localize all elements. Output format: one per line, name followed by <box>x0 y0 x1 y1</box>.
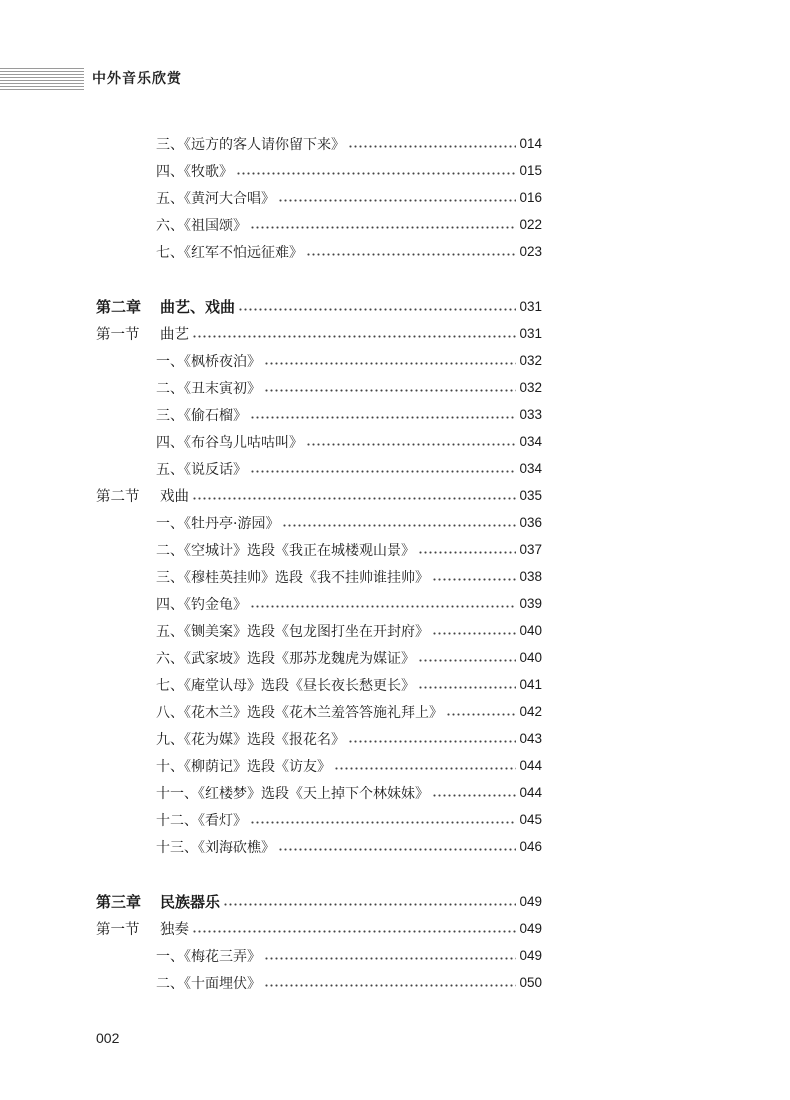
toc-section <box>96 320 542 347</box>
chapter-number: 第三章 <box>96 893 142 911</box>
dot-leader <box>264 362 516 365</box>
toc-item <box>96 725 542 752</box>
section-number: 第一节 <box>96 327 140 343</box>
toc-page-number: 049 <box>519 921 542 936</box>
dot-leader <box>348 145 516 148</box>
toc-page-number: 042 <box>519 704 542 719</box>
section-number: 第二节 <box>96 489 140 505</box>
chapter-number: 第二章 <box>96 298 142 316</box>
toc-page-number: 031 <box>519 299 542 314</box>
toc-item <box>96 942 542 969</box>
toc-item <box>96 563 542 590</box>
toc-page-number: 032 <box>519 380 542 395</box>
toc-page-number: 035 <box>519 488 542 503</box>
toc-page-number: 046 <box>519 839 542 854</box>
dot-leader <box>264 389 516 392</box>
dot-leader <box>432 578 516 581</box>
toc-entry-label: 四、《钓金龟》 <box>156 596 247 613</box>
toc-page-number: 034 <box>519 434 542 449</box>
toc-page-number: 023 <box>519 244 542 259</box>
dot-leader <box>250 226 516 229</box>
toc-entry-label: 一、《梅花三弄》 <box>156 948 261 965</box>
toc-entry-label: 十一、《红楼梦》选段《天上掉下个林妹妹》 <box>156 785 429 802</box>
dot-leader <box>282 524 516 527</box>
toc-entry-label: 十二、《看灯》 <box>156 812 247 829</box>
toc-page-number: 045 <box>519 812 542 827</box>
dot-leader <box>446 713 516 716</box>
toc-entry-label <box>96 918 189 939</box>
toc-item <box>96 806 542 833</box>
dot-leader <box>348 740 516 743</box>
toc-item <box>96 969 542 996</box>
toc-entry-label: 五、《铡美案》选段《包龙图打坐在开封府》 <box>156 623 429 640</box>
dot-leader <box>334 767 516 770</box>
section-title: 曲艺 <box>160 327 189 343</box>
dot-leader <box>306 443 516 446</box>
page-number: 002 <box>96 1030 120 1046</box>
toc-item <box>96 238 542 265</box>
chapter-title: 民族器乐 <box>160 893 221 911</box>
toc-page-number: 033 <box>519 407 542 422</box>
dot-leader <box>250 416 516 419</box>
section-number: 第一节 <box>96 922 140 938</box>
toc-entry-label: 二、《空城计》选段《我正在城楼观山景》 <box>156 542 415 559</box>
toc-page-number: 031 <box>519 326 542 341</box>
toc-item <box>96 779 542 806</box>
toc-page-number: 037 <box>519 542 542 557</box>
toc-item <box>96 374 542 401</box>
toc-page-number: 041 <box>519 677 542 692</box>
section-title: 独奏 <box>160 922 189 938</box>
toc-page-number: 032 <box>519 353 542 368</box>
chapter-title: 曲艺、戏曲 <box>160 298 236 316</box>
dot-leader <box>192 335 516 338</box>
toc-entry-label: 七、《红军不怕远征难》 <box>156 244 303 261</box>
toc-page-number: 022 <box>519 217 542 232</box>
dot-leader <box>418 659 516 662</box>
toc-chapter <box>96 293 542 320</box>
toc-item <box>96 644 542 671</box>
toc-page-number: 040 <box>519 623 542 638</box>
toc-page-number: 044 <box>519 785 542 800</box>
toc-page-number: 039 <box>519 596 542 611</box>
toc-page-number: 036 <box>519 515 542 530</box>
dot-leader <box>192 497 516 500</box>
dot-leader <box>236 172 516 175</box>
toc-page-number: 034 <box>519 461 542 476</box>
toc-page-number: 014 <box>519 136 542 151</box>
toc-item <box>96 752 542 779</box>
toc-entry-label: 七、《庵堂认母》选段《昼长夜长愁更长》 <box>156 677 415 694</box>
toc-item <box>96 536 542 563</box>
toc-entry-label <box>96 296 235 317</box>
running-header-title: 中外音乐欣赏 <box>92 71 182 87</box>
toc-entry-label <box>96 891 220 912</box>
toc-entry-label <box>96 323 189 344</box>
dot-leader <box>192 930 516 933</box>
dot-leader <box>418 551 516 554</box>
toc-item <box>96 671 542 698</box>
dot-leader <box>264 984 516 987</box>
toc-entry-label: 二、《丑末寅初》 <box>156 380 261 397</box>
toc-page-number: 049 <box>519 894 542 909</box>
toc-item <box>96 617 542 644</box>
dot-leader <box>238 308 516 311</box>
toc-item <box>96 130 542 157</box>
toc-item <box>96 590 542 617</box>
dot-leader <box>250 470 516 473</box>
dot-leader <box>250 821 516 824</box>
dot-leader <box>278 848 516 851</box>
toc-page-number: 044 <box>519 758 542 773</box>
toc-item <box>96 833 542 860</box>
dot-leader <box>432 632 516 635</box>
dot-leader <box>264 957 516 960</box>
toc-entry-label: 六、《祖国颂》 <box>156 217 247 234</box>
toc-page-number: 016 <box>519 190 542 205</box>
toc-item <box>96 428 542 455</box>
dot-leader <box>418 686 516 689</box>
toc-page-number: 050 <box>519 975 542 990</box>
toc-item <box>96 401 542 428</box>
toc-entry-label <box>96 485 189 506</box>
dot-leader <box>306 253 516 256</box>
toc-section <box>96 482 542 509</box>
toc-item <box>96 509 542 536</box>
toc-page-number: 015 <box>519 163 542 178</box>
toc-entry-label: 五、《说反话》 <box>156 461 247 478</box>
toc-section <box>96 915 542 942</box>
toc-page-number: 043 <box>519 731 542 746</box>
dot-leader <box>278 199 516 202</box>
dot-leader <box>432 794 516 797</box>
toc-entry-label: 五、《黄河大合唱》 <box>156 190 275 207</box>
toc-entry-label: 九、《花为媒》选段《报花名》 <box>156 731 345 748</box>
toc-chapter <box>96 888 542 915</box>
section-title: 戏曲 <box>160 489 189 505</box>
toc-page-number: 049 <box>519 948 542 963</box>
toc-item <box>96 347 542 374</box>
toc-entry-label: 八、《花木兰》选段《花木兰羞答答施礼拜上》 <box>156 704 443 721</box>
toc-item <box>96 698 542 725</box>
toc-item <box>96 157 542 184</box>
toc-page-number: 038 <box>519 569 542 584</box>
toc-entry-label: 一、《牡丹亭·游园》 <box>156 515 280 532</box>
dot-leader <box>250 605 516 608</box>
toc-entry-label: 十三、《刘海砍樵》 <box>156 839 275 856</box>
toc-page-number: 040 <box>519 650 542 665</box>
dot-leader <box>223 903 516 906</box>
toc-entry-label: 四、《布谷鸟儿咕咕叫》 <box>156 434 303 451</box>
toc-entry-label: 三、《穆桂英挂帅》选段《我不挂帅谁挂帅》 <box>156 569 429 586</box>
toc-item <box>96 211 542 238</box>
toc-entry-label: 二、《十面埋伏》 <box>156 975 261 992</box>
toc-entry-label: 一、《枫桥夜泊》 <box>156 353 261 370</box>
toc-entry-label: 六、《武家坡》选段《那苏龙魏虎为媒证》 <box>156 650 415 667</box>
toc-entry-label: 十、《柳荫记》选段《访友》 <box>156 758 331 775</box>
toc-item <box>96 455 542 482</box>
toc-entry-label: 三、《偷石榴》 <box>156 407 247 424</box>
toc-entry-label: 四、《牧歌》 <box>156 163 233 180</box>
toc-item <box>96 184 542 211</box>
toc-entry-label: 三、《远方的客人请你留下来》 <box>156 136 345 153</box>
